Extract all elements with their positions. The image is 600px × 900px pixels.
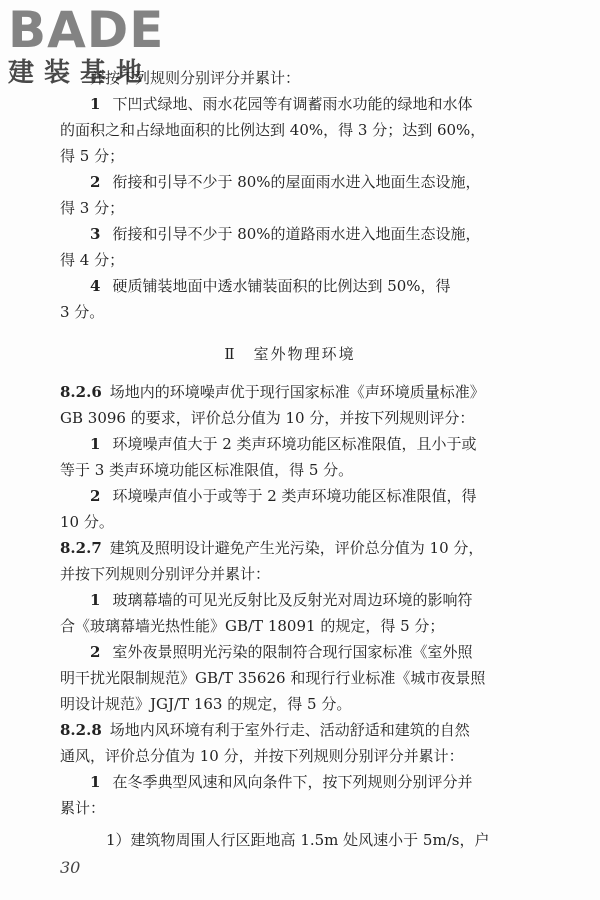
item-number: 2 [90,173,101,191]
clause-number: 8.2.6 [60,383,102,401]
item-number: 2 [90,643,101,661]
line-text: 玻璃幕墙的可见光反射比及反射光对周边环境的影响符 [112,591,473,609]
text-line [60,796,520,821]
text-line [60,274,550,299]
text-line [60,744,520,769]
line-text: 的面积之和占绿地面积的比例达到 40%，得 3 分；达到 60%， [60,121,486,139]
text-line [60,196,520,221]
text-line [60,170,550,195]
line-text: GB 3096 的要求，评价总分值为 10 分，并按下列规则评分： [60,409,475,427]
clause-line [60,536,520,561]
line-text: 10 分。 [60,513,114,531]
line-text: 在冬季典型风速和风向条件下，按下列规则分别评分并 [112,773,473,791]
item-number: 1 [90,773,101,791]
line-text: 硬质铺装地面中透水铺装面积的比例达到 50%，得 [112,277,451,295]
line-text: 明设计规范》JGJ/T 163 的规定，得 5 分。 [60,695,352,713]
line-text: 3 分。 [60,303,105,321]
line-text: 1）建筑物周围人行区距地高 1.5m 处风速小于 5m/s，户 [106,831,490,849]
line-text: 等于 3 类声环境功能区标准限值，得 5 分。 [60,461,354,479]
line-text: 场地内的环境噪声优于现行国家标准《声环境质量标准》 [109,383,485,401]
line-text: 场地内风环境有利于室外行走、活动舒适和建筑的自然 [109,721,470,739]
text-line [60,406,520,431]
text-line [60,66,550,91]
line-text: 环境噪声值大于 2 类声环境功能区标准限值，且小于或 [112,435,477,453]
line-text: 明干扰光限制规范》GB/T 35626 和现行行业标准《城市夜景照 [60,669,486,687]
text-line [60,510,520,535]
line-text: 建筑及照明设计避免产生光污染，评价总分值为 10 分， [109,539,484,557]
line-text: Ⅱ 室外物理环境 [224,345,356,363]
text-line [60,92,550,117]
text-line [60,248,520,273]
watermark-logo-text: BADE [8,1,165,59]
line-text: 并按下列规则分别评分并累计： [60,565,271,583]
line-text: 衔接和引导不少于 80%的屋面雨水进入地面生态设施， [112,173,481,191]
line-text: 通风，评价总分值为 10 分，并按下列规则分别评分并累计： [60,747,464,765]
text-line [60,118,520,143]
text-line [60,640,550,665]
text-line [60,458,520,483]
clause-number: 8.2.7 [60,539,102,557]
line-text: 合《玻璃幕墙光热性能》GB/T 18091 的规定，得 5 分； [60,617,445,635]
item-number: 4 [90,277,101,295]
item-number: 1 [90,435,101,453]
text-line [60,828,566,853]
text-line [60,484,550,509]
text-line [60,770,550,795]
line-text: 累计： [60,799,106,817]
text-line [60,588,550,613]
line-text: 环境噪声值小于或等于 2 类声环境功能区标准限值，得 [112,487,477,505]
line-text: 下凹式绿地、雨水花园等有调蓄雨水功能的绿地和水体 [112,95,473,113]
line-text: 得 3 分； [60,199,125,217]
line-text: 得 5 分； [60,147,125,165]
text-line [60,300,520,325]
page-number: 30 [60,858,81,877]
clause-number: 8.2.8 [60,721,102,739]
text-line [60,666,520,691]
text-line [60,144,520,169]
text-line [60,222,550,247]
text-line [60,692,520,717]
line-text: 衔接和引导不少于 80%的道路雨水进入地面生态设施， [112,225,481,243]
line-text: 室外夜景照明光污染的限制符合现行国家标准《室外照 [112,643,473,661]
item-number: 3 [90,225,101,243]
clause-line [60,718,520,743]
clause-line [60,380,520,405]
text-line [60,562,520,587]
section-heading [60,342,520,367]
item-number: 1 [90,95,101,113]
line-text: 并按下列规则分别评分并累计： [90,69,301,87]
text-line [60,432,550,457]
line-text: 得 4 分； [60,251,125,269]
item-number: 2 [90,487,101,505]
text-line [60,614,520,639]
item-number: 1 [90,591,101,609]
watermark-subtitle: 建装基地 [8,58,153,88]
